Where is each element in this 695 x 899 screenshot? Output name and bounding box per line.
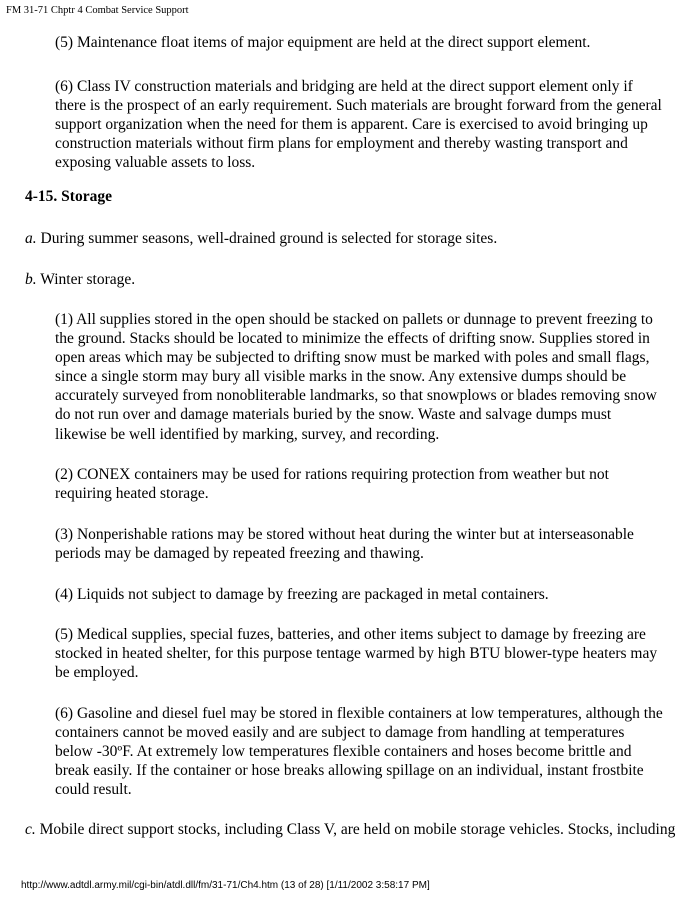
winter-paragraph-1: [55, 310, 657, 444]
item-c: [25, 820, 675, 839]
paragraph-maintenance-float: [55, 33, 590, 52]
text-line: likewise be well identified by marking, survey, and recording.: [55, 425, 440, 443]
text-line: requiring heated storage.: [55, 485, 209, 503]
section-heading: 4-15. Storage: [25, 188, 112, 205]
item-a-text: During summer seasons, well-drained ground is selected for storage sites.: [36, 230, 498, 247]
page-footer-url: http://www.adtdl.army.mil/cgi-bin/atdl.dll/fm/31-71/Ch4.htm (13 of 28) [1/11/2002 3:58:17 PM]: [21, 880, 430, 891]
text-line: (5) Medical supplies, special fuzes, batteries, and other items subject to damage by freezing are: [55, 626, 646, 643]
text-line: support organization when the need for them is apparent. Care is exercised to avoid bringing up: [55, 116, 648, 134]
text-line: (2) CONEX containers may be used for rations requiring protection from weather but not: [55, 466, 609, 483]
item-a: [25, 229, 497, 248]
item-b: [25, 270, 135, 289]
winter-paragraph-6: [55, 704, 663, 799]
text-line: stocked in heated shelter, for this purpose tentage warmed by high BTU blower-type heaters may: [55, 645, 658, 663]
text-line: (4) Liquids not subject to damage by freezing are packaged in metal containers.: [55, 586, 549, 603]
text-line: construction materials without firm plans for employment and thereby wasting transport and: [55, 135, 628, 153]
text-line: (1) All supplies stored in the open should be stacked on pallets or dunnage to prevent freezing to: [55, 311, 653, 328]
text-line: there is the prospect of an early requirement. Such materials are brought forward from the general: [55, 97, 662, 115]
item-c-label: c.: [25, 821, 36, 838]
page-header: FM 31-71 Chptr 4 Combat Service Support: [6, 5, 189, 16]
text-line: exposing valuable assets to loss.: [55, 154, 256, 172]
winter-paragraph-2: [55, 465, 609, 503]
text-line: accurately surveyed from nonobliterable landmarks, so that snowplows or blades removing snow: [55, 387, 657, 405]
text-line: (5) Maintenance float items of major equipment are held at the direct support element.: [55, 34, 591, 51]
item-b-text: Winter storage.: [36, 271, 136, 288]
text-line: periods may be damaged by repeated freezing and thawing.: [55, 545, 424, 563]
winter-paragraph-5: [55, 625, 657, 682]
text-line: the ground. Stacks should be located to minimize the effects of drifting snow. Supplies stored in: [55, 330, 650, 348]
text-line: could result.: [55, 781, 132, 799]
text-line: be employed.: [55, 664, 139, 682]
text-line: below -30ºF. At extremely low temperatures flexible containers and hoses become brittle and: [55, 743, 632, 761]
text-line: open areas which may be subjected to drifting snow must be marked with poles and small flags,: [55, 349, 650, 367]
paragraph-class-iv: [55, 77, 662, 172]
text-line: containers cannot be moved easily and are subject to damage from handling at temperatures: [55, 724, 625, 742]
text-line: (6) Class IV construction materials and bridging are held at the direct support element only if: [55, 78, 633, 95]
item-a-label: a.: [25, 230, 37, 247]
text-line: (6) Gasoline and diesel fuel may be stored in flexible containers at low temperatures, although the: [55, 705, 663, 722]
winter-paragraph-4: [55, 585, 549, 604]
item-b-label: b.: [25, 271, 37, 288]
text-line: break easily. If the container or hose breaks allowing spillage on an individual, instant frostbite: [55, 762, 644, 780]
text-line: do not run over and damage materials buried by the snow. Waste and salvage dumps must: [55, 406, 612, 424]
item-c-text: Mobile direct support stocks, including Class V, are held on mobile storage vehicles. Stocks, including: [35, 821, 676, 838]
winter-paragraph-3: [55, 525, 634, 563]
text-line: (3) Nonperishable rations may be stored without heat during the winter but at interseasonable: [55, 526, 634, 543]
text-line: since a single storm may bury all visible marks in the snow. Any extensive dumps should be: [55, 368, 627, 386]
